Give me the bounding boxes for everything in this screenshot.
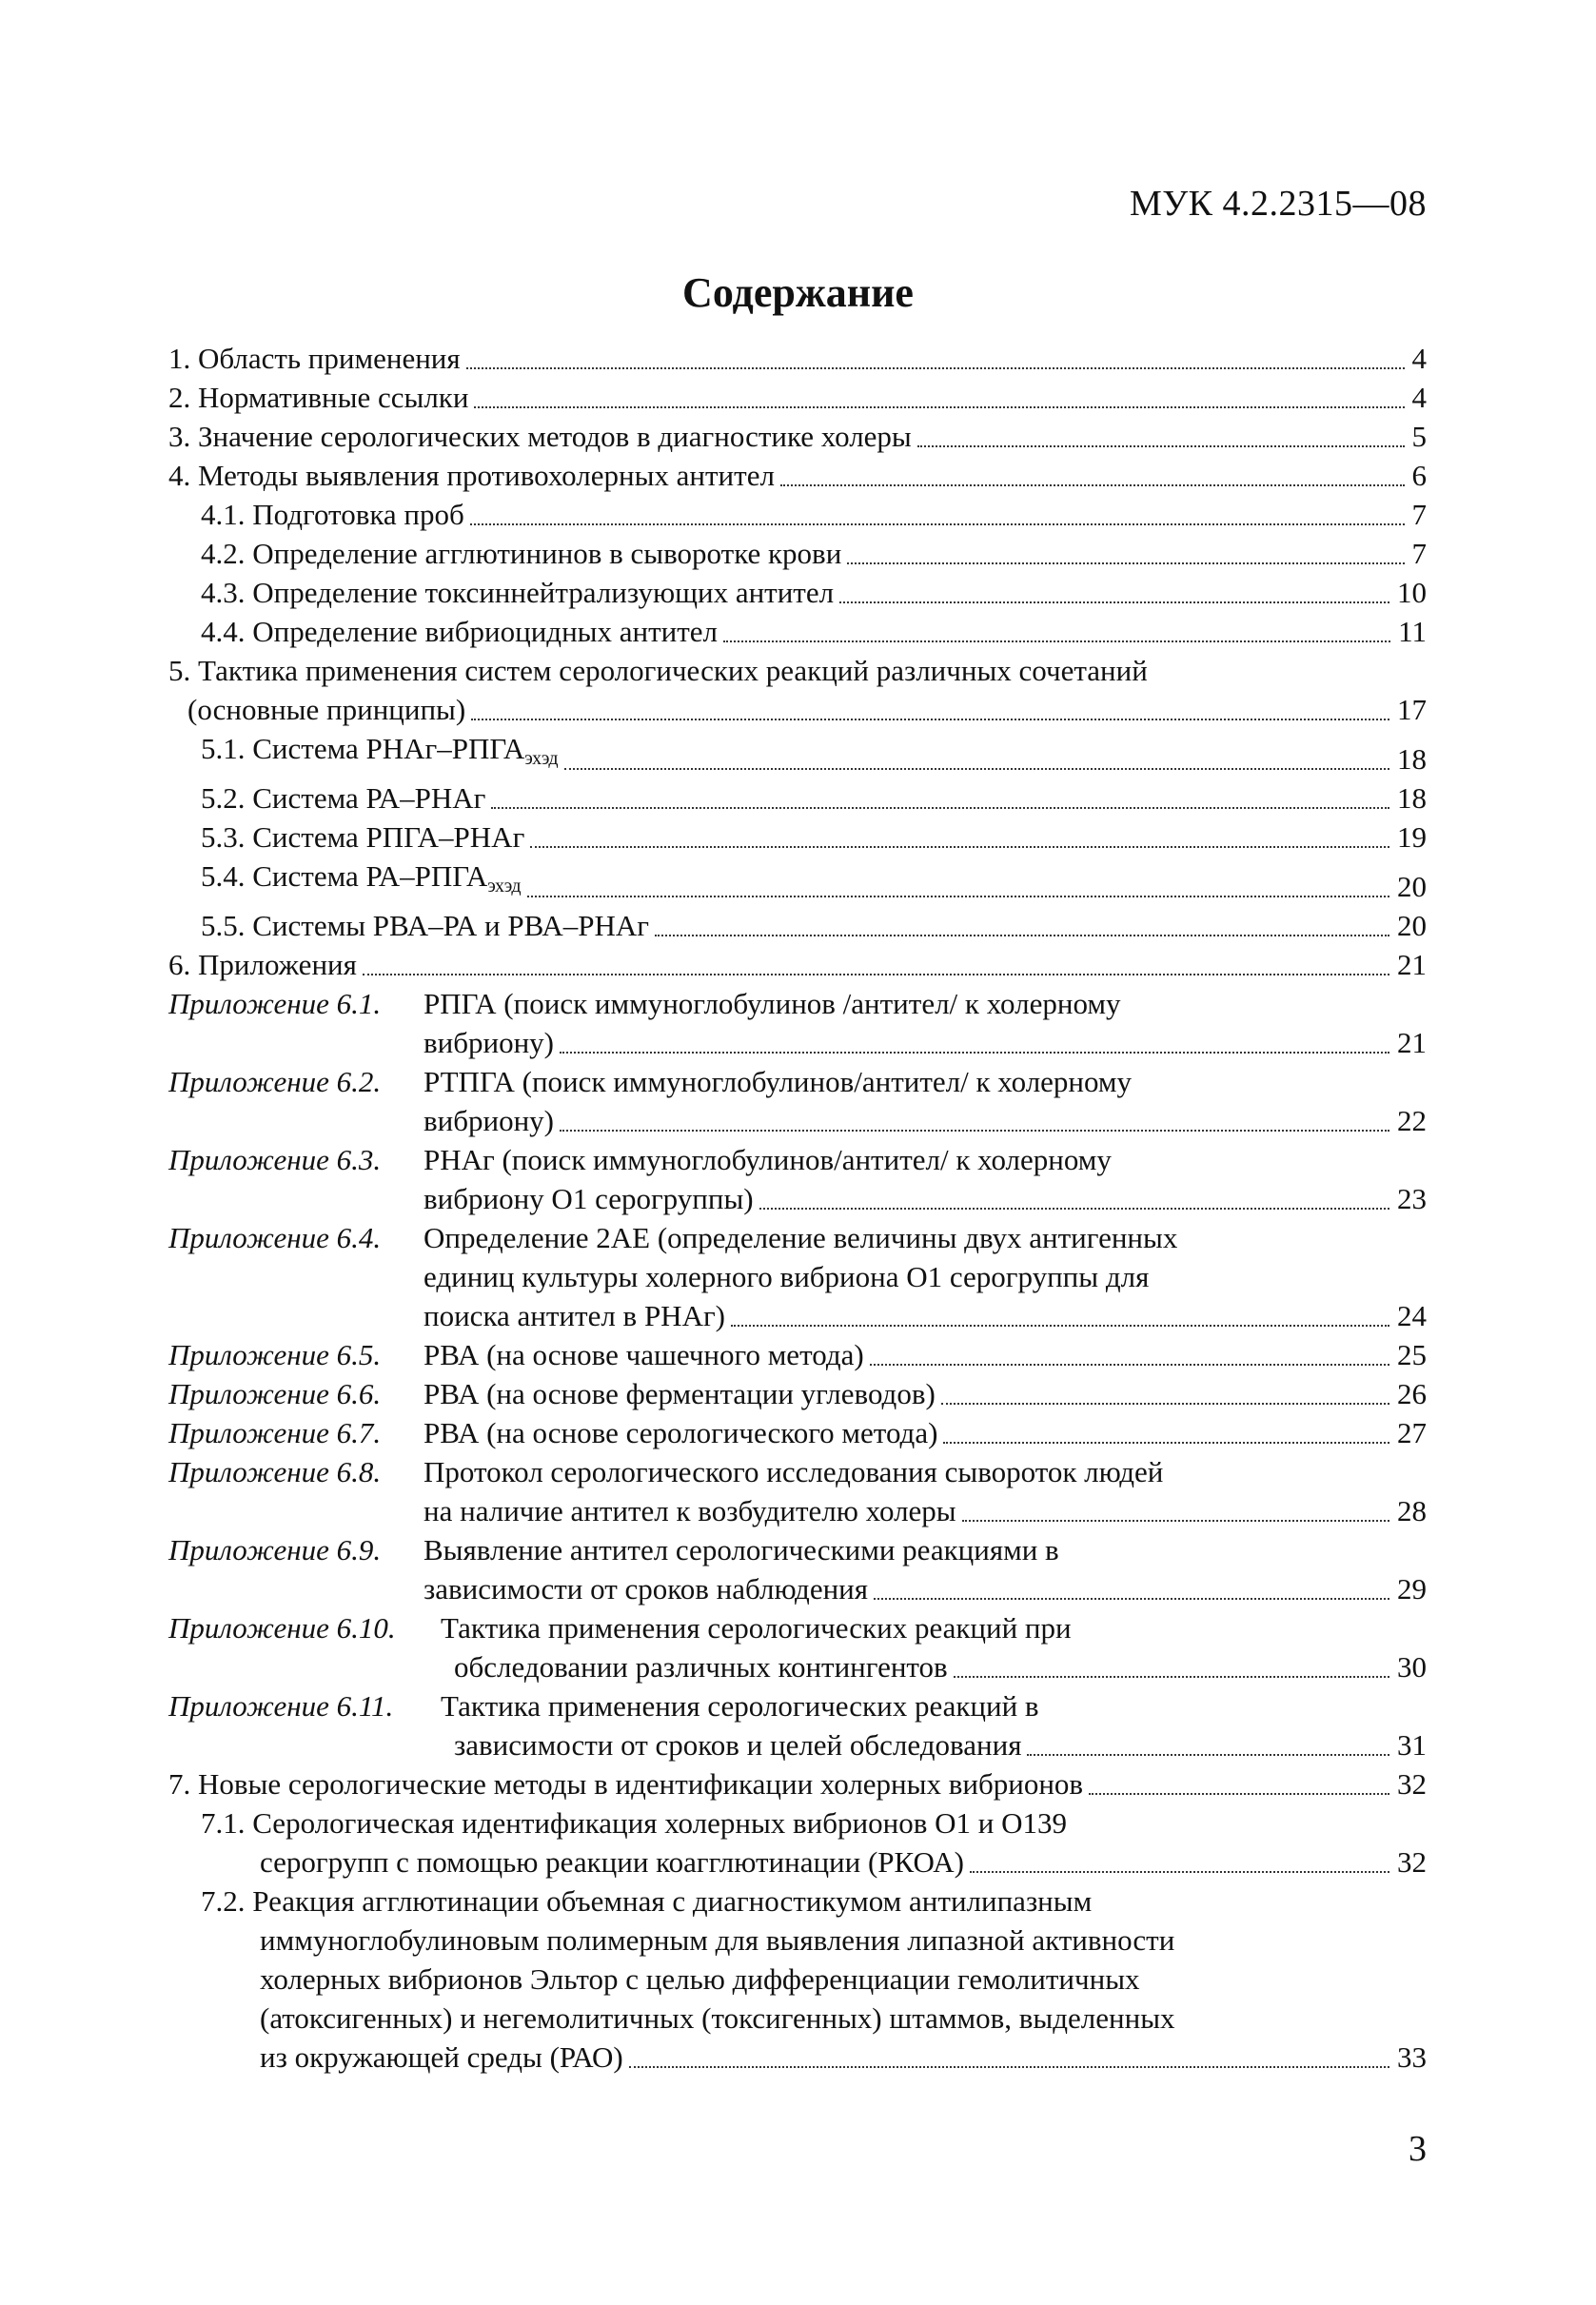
- toc-entry-label: 4.2. Определение агглютининов в сыворотке крови: [201, 537, 842, 570]
- dot-leader: [530, 846, 1389, 848]
- toc-page-number: 23: [1397, 1182, 1427, 1215]
- toc-entry-5-5[interactable]: [168, 906, 1427, 945]
- toc-entry-4[interactable]: [168, 456, 1427, 495]
- toc-page-number: 33: [1397, 2040, 1427, 2074]
- toc-page-number: 28: [1397, 1494, 1427, 1527]
- toc-entry-7-1[interactable]: [168, 1803, 1427, 1881]
- dot-leader: [847, 562, 1404, 564]
- toc-page-number: 32: [1397, 1767, 1427, 1801]
- toc-entry-label-continued: вибриону): [424, 1026, 555, 1059]
- dot-leader: [943, 1442, 1389, 1444]
- toc-entry-label: 5.4. Система РА–РПГА: [201, 859, 488, 893]
- toc-entry-4-3[interactable]: [168, 573, 1427, 612]
- toc-entry-5-3[interactable]: [168, 818, 1427, 857]
- toc-entry-label: 5.1. Система РНАг–РПГА: [201, 732, 525, 765]
- toc-entry-6[interactable]: [168, 945, 1427, 984]
- table-of-contents: [168, 339, 1427, 2077]
- toc-entry-label-continued: холерных вибрионов Эльтор с целью дифференциации гемолитичных: [260, 1962, 1140, 1996]
- toc-entry-4-4[interactable]: [168, 612, 1427, 651]
- toc-page-number: 4: [1411, 342, 1427, 375]
- toc-entry-label-continued: вибриону О1 серогруппы): [424, 1182, 754, 1215]
- toc-entry-label: РТПГА (поиск иммуноглобулинов/антител/ к холерному: [424, 1065, 1133, 1098]
- toc-entry-label: 5. Тактика применения систем серологических реакций различных сочетаний: [168, 654, 1148, 687]
- toc-entry-label-continued: из окружающей среды (РАО): [260, 2040, 623, 2074]
- dot-leader: [527, 896, 1390, 897]
- dot-leader: [917, 445, 1405, 447]
- toc-page-number: 26: [1397, 1377, 1427, 1410]
- dot-leader: [874, 1598, 1389, 1600]
- appendix-name: Приложение 6.5.: [168, 1338, 382, 1371]
- toc-page-number: 27: [1397, 1416, 1427, 1449]
- toc-page-number: 19: [1397, 820, 1427, 854]
- dot-leader: [1089, 1793, 1389, 1795]
- toc-entry-label: Выявление антител серологическими реакциями в: [424, 1533, 1059, 1566]
- toc-page-number: 7: [1411, 537, 1427, 570]
- appendix-name: Приложение 6.8.: [168, 1455, 382, 1488]
- toc-entry-label-continued: (атоксигенных) и негемолитичных (токсигенных) штаммов, выделенных: [260, 2001, 1175, 2035]
- dot-leader: [723, 640, 1390, 642]
- toc-entry-label: 5.3. Система РПГА–РНАг: [201, 820, 525, 854]
- toc-entry-label: РВА (на основе серологического метода): [424, 1416, 938, 1449]
- toc-entry-appendix-6-1[interactable]: [168, 984, 1427, 1062]
- toc-entry-label: 7.2. Реакция агглютинации объемная с диагностикумом антилипазным: [201, 1884, 1093, 1918]
- toc-entry-label-continued: иммуноглобулиновым полимерным для выявления липазной активности: [260, 1923, 1175, 1957]
- toc-entry-appendix-6-8[interactable]: [168, 1452, 1427, 1530]
- page-number: 3: [1409, 2129, 1427, 2169]
- dot-leader: [839, 601, 1389, 603]
- toc-entry-appendix-6-3[interactable]: [168, 1140, 1427, 1218]
- toc-page-number: 7: [1411, 498, 1427, 531]
- toc-entry-label: Тактика применения серологических реакций в: [441, 1689, 1039, 1723]
- toc-page-number: 20: [1397, 870, 1427, 903]
- toc-entry-label-continued: (основные принципы): [187, 693, 466, 726]
- toc-entry-2[interactable]: [168, 378, 1427, 417]
- toc-entry-label: РВА (на основе чашечного метода): [424, 1338, 864, 1371]
- dot-leader: [470, 523, 1405, 525]
- toc-entry-label: 3. Значение серологических методов в диагностике холеры: [168, 420, 912, 453]
- toc-entry-label: 4.1. Подготовка проб: [201, 498, 464, 531]
- toc-entry-label: РНАг (поиск иммуноглобулинов/антител/ к холерному: [424, 1143, 1112, 1176]
- dot-leader: [970, 1871, 1389, 1873]
- toc-page-number: 31: [1397, 1728, 1427, 1762]
- dot-leader: [363, 974, 1389, 975]
- toc-entry-appendix-6-11[interactable]: [168, 1686, 1427, 1764]
- toc-page-number: 4: [1411, 381, 1427, 414]
- dot-leader: [759, 1208, 1389, 1210]
- appendix-name: Приложение 6.10.: [168, 1611, 396, 1645]
- dot-leader: [780, 484, 1405, 486]
- appendix-name: Приложение 6.3.: [168, 1143, 382, 1176]
- dot-leader: [1027, 1754, 1389, 1756]
- toc-entry-1[interactable]: [168, 339, 1427, 378]
- toc-entry-label: 4.4. Определение вибриоцидных антител: [201, 615, 718, 648]
- toc-entry-4-2[interactable]: [168, 534, 1427, 573]
- toc-entry-7[interactable]: [168, 1764, 1427, 1803]
- toc-page-number: 25: [1397, 1338, 1427, 1371]
- toc-entry-appendix-6-9[interactable]: [168, 1530, 1427, 1608]
- subscript: эхэд: [524, 748, 559, 769]
- toc-page-number: 10: [1397, 576, 1427, 609]
- toc-entry-5-2[interactable]: [168, 778, 1427, 818]
- toc-entry-label: 7.1. Серологическая идентификация холерных вибрионов О1 и О139: [201, 1806, 1067, 1840]
- toc-page-number: 6: [1411, 459, 1427, 492]
- toc-entry-4-1[interactable]: [168, 495, 1427, 534]
- dot-leader: [629, 2066, 1389, 2068]
- appendix-name: Приложение 6.9.: [168, 1533, 382, 1566]
- toc-entry-appendix-6-7[interactable]: [168, 1413, 1427, 1452]
- toc-entry-label-continued: поиска антител в РНАг): [424, 1299, 725, 1332]
- toc-entry-appendix-6-4[interactable]: [168, 1218, 1427, 1335]
- toc-page-number: 29: [1397, 1572, 1427, 1606]
- toc-page-number: 22: [1397, 1104, 1427, 1137]
- toc-entry-label: 2. Нормативные ссылки: [168, 381, 469, 414]
- toc-entry-5-4[interactable]: [168, 857, 1427, 906]
- toc-entry-label: РВА (на основе ферментации углеводов): [424, 1377, 936, 1410]
- toc-entry-label-continued: серогрупп с помощью реакции коагглютинации (РКОА): [260, 1845, 965, 1879]
- dot-leader: [564, 768, 1389, 770]
- dot-leader: [655, 935, 1389, 936]
- toc-page-number: 17: [1397, 693, 1427, 726]
- toc-entry-label-continued: зависимости от сроков наблюдения: [424, 1572, 869, 1606]
- toc-entry-label: 1. Область применения: [168, 342, 461, 375]
- dot-leader: [941, 1403, 1389, 1405]
- toc-entry-appendix-6-5[interactable]: [168, 1335, 1427, 1374]
- toc-entry-label: Протокол серологического исследования сывороток людей: [424, 1455, 1164, 1488]
- dot-leader: [491, 807, 1389, 809]
- appendix-name: Приложение 6.7.: [168, 1416, 382, 1449]
- page-title: Содержание: [682, 269, 914, 316]
- toc-page-number: 32: [1397, 1845, 1427, 1879]
- toc-entry-label: 4. Методы выявления противохолерных антител: [168, 459, 775, 492]
- toc-page-number: 21: [1397, 948, 1427, 981]
- toc-entry-label: Определение 2АЕ (определение величины двух антигенных: [424, 1221, 1178, 1254]
- toc-page-number: 18: [1397, 781, 1427, 815]
- toc-entry-appendix-6-6[interactable]: [168, 1374, 1427, 1413]
- toc-entry-3[interactable]: [168, 417, 1427, 456]
- appendix-name: Приложение 6.4.: [168, 1221, 382, 1254]
- dot-leader: [474, 406, 1404, 408]
- toc-entry-label: 7. Новые серологические методы в идентификации холерных вибрионов: [168, 1767, 1084, 1801]
- toc-entry-label-continued: вибриону): [424, 1104, 555, 1137]
- toc-entry-label: 4.3. Определение токсиннейтрализующих антител: [201, 576, 835, 609]
- appendix-name: Приложение 6.6.: [168, 1377, 382, 1410]
- appendix-name: Приложение 6.2.: [168, 1065, 382, 1098]
- dot-leader: [954, 1676, 1389, 1678]
- toc-entry-label-continued: на наличие антител к возбудителю холеры: [424, 1494, 956, 1527]
- toc-page-number: 21: [1397, 1026, 1427, 1059]
- toc-entry-label-continued: обследовании различных контингентов: [454, 1650, 948, 1684]
- toc-entry-5-1[interactable]: [168, 729, 1427, 778]
- toc-page-number: 11: [1398, 615, 1427, 648]
- toc-entry-label: 5.2. Система РА–РНАг: [201, 781, 486, 815]
- toc-page-number: 18: [1397, 742, 1427, 776]
- dot-leader: [471, 719, 1389, 720]
- toc-entry-label-continued: единиц культуры холерного вибриона О1 серогруппы для: [424, 1260, 1150, 1293]
- toc-entry-label: 5.5. Системы РВА–РА и РВА–РНАг: [201, 909, 649, 942]
- dot-leader: [731, 1325, 1389, 1327]
- toc-entry-label: 6. Приложения: [168, 948, 357, 981]
- toc-page-number: 20: [1397, 909, 1427, 942]
- toc-entry-label: РПГА (поиск иммуноглобулинов /антител/ к холерному: [424, 987, 1121, 1020]
- dot-leader: [870, 1364, 1389, 1366]
- toc-page-number: 24: [1397, 1299, 1427, 1332]
- dot-leader: [560, 1052, 1389, 1054]
- toc-entry-5[interactable]: [168, 651, 1427, 729]
- toc-entry-appendix-6-2[interactable]: [168, 1062, 1427, 1140]
- toc-entry-label: Тактика применения серологических реакций при: [441, 1611, 1072, 1645]
- subscript: эхэд: [487, 876, 522, 896]
- toc-entry-label-continued: зависимости от сроков и целей обследования: [454, 1728, 1022, 1762]
- dot-leader: [466, 367, 1405, 369]
- toc-entry-7-2[interactable]: [168, 1881, 1427, 2077]
- appendix-name: Приложение 6.11.: [168, 1689, 394, 1723]
- appendix-name: Приложение 6.1.: [168, 987, 382, 1020]
- dot-leader: [560, 1130, 1389, 1132]
- dot-leader: [962, 1520, 1389, 1522]
- document-code: МУК 4.2.2315—08: [1129, 184, 1427, 224]
- toc-page-number: 30: [1397, 1650, 1427, 1684]
- toc-entry-appendix-6-10[interactable]: [168, 1608, 1427, 1686]
- toc-page-number: 5: [1411, 420, 1427, 453]
